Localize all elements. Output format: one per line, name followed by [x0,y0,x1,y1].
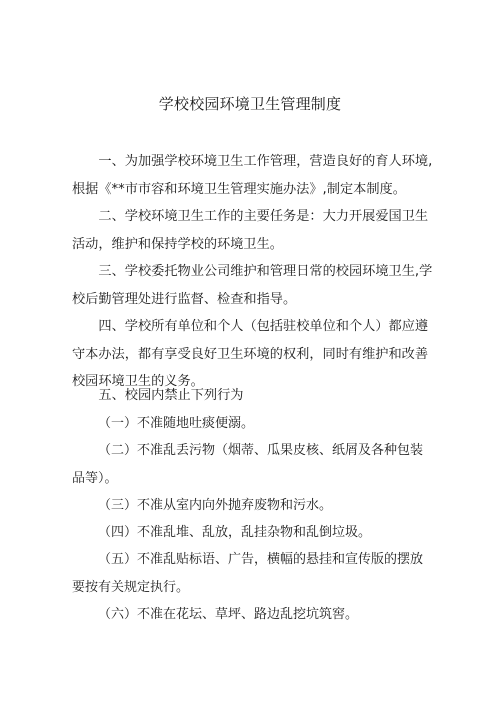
rule-item-3: （三）不准从室内向外抛弃废物和污水。 [98,498,333,513]
rule-item-6: （六）不准在花坛、草坪、路边乱挖坑筑窖。 [98,607,359,622]
paragraph-1: 一、为加强学校环境卫生工作管理，营造良好的育人环境,根据《**市市容和环境卫生管理实施办法》,制定本制度。 [72,154,433,197]
rule-item-1: （一）不准随地吐痰便溺。 [98,416,255,431]
document-title: 学校校园环境卫生管理制度 [158,95,342,113]
rule-item-4: （四）不准乱堆、乱放，乱挂杂物和乱倒垃圾。 [98,525,372,540]
rule-item-2: （二）不准乱丢污物（烟蒂、瓜果皮核、纸屑及各种包装品等）。 [72,443,424,486]
paragraph-2: 二、学校环境卫生工作的主要任务是：大力开展爱国卫生活动，维护和保持学校的环境卫生。 [72,209,429,252]
paragraph-3: 三、学校委托物业公司维护和管理日常的校园环境卫生,学校后勤管理处进行监督、检查和指导。 [72,264,433,307]
paragraph-5: 五、校园内禁止下列行为 [98,388,244,403]
rule-item-5: （五）不准乱贴标语、广告，横幅的悬挂和宣传版的摆放要按有关规定执行。 [72,552,424,595]
paragraph-4: 四、学校所有单位和个人（包括驻校单位和个人）都应遵守本办法，都有享受良好卫生环境的权利，同时有维护和改善校园环境卫生的义务。 [72,319,429,389]
